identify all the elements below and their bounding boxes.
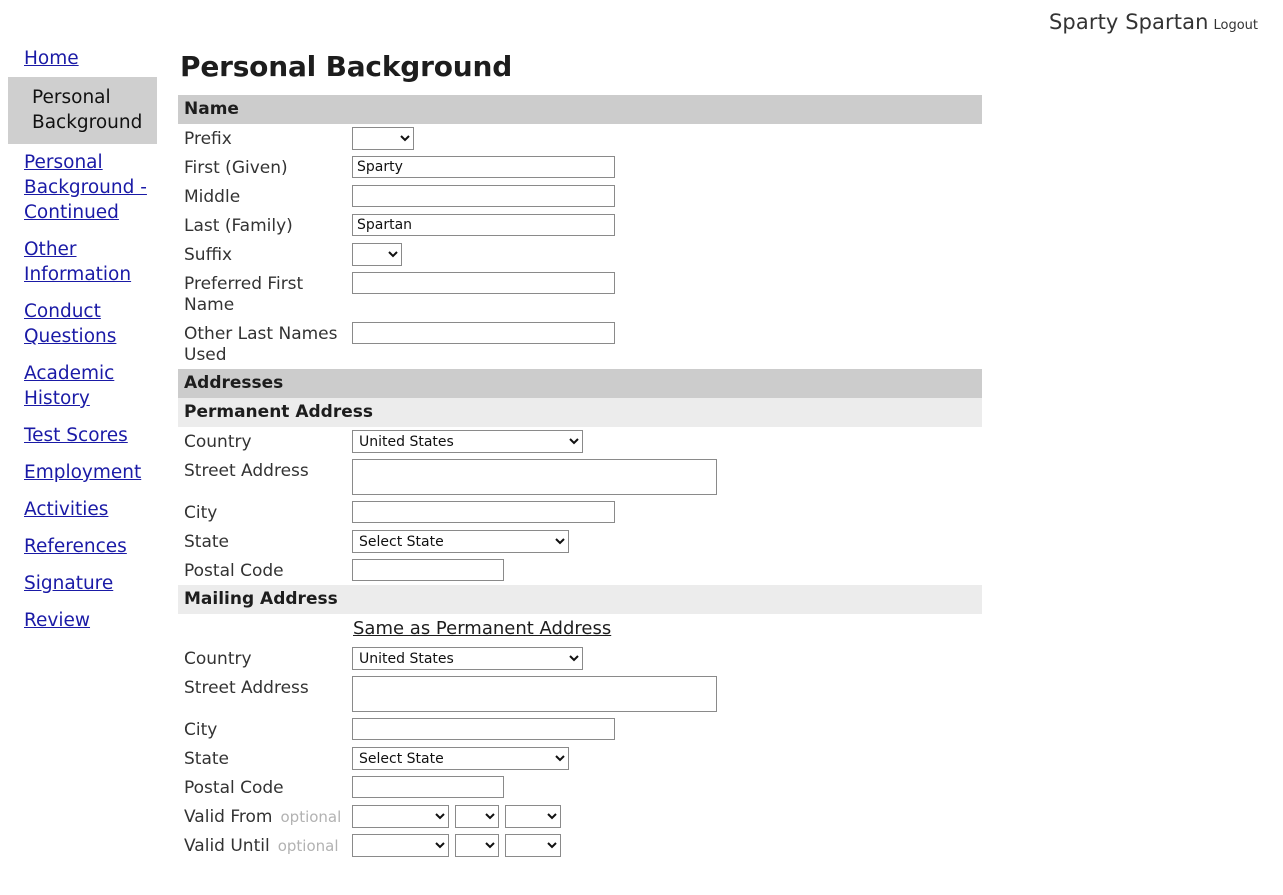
field-row-permanent-country — [178, 427, 1283, 456]
control-other-last-names — [352, 322, 1283, 344]
label-first-name: First (Given) — [184, 158, 288, 178]
field-row-valid-until — [178, 831, 1283, 860]
top-bar — [0, 0, 1283, 40]
label-valid-from-text: Valid From — [184, 807, 273, 827]
field-row-last-name — [178, 211, 1283, 240]
label-permanent-state: State — [184, 532, 229, 552]
permanent-street-textarea[interactable] — [352, 459, 717, 495]
control-first-name — [352, 156, 1283, 178]
sidebar-item-home[interactable]: Home — [24, 48, 79, 69]
valid-until-month-select[interactable] — [352, 834, 449, 857]
control-permanent-street — [352, 459, 1283, 495]
control-permanent-country — [352, 430, 1283, 453]
label-mailing-city: City — [184, 720, 218, 740]
label-mailing-country: Country — [184, 649, 252, 669]
field-row-prefix — [178, 124, 1283, 153]
field-row-permanent-state — [178, 527, 1283, 556]
label-last-name: Last (Family) — [184, 216, 293, 236]
valid-from-optional-tag: optional — [280, 808, 342, 826]
field-row-first-name — [178, 153, 1283, 182]
control-permanent-state — [352, 530, 1283, 553]
label-permanent-street: Street Address — [184, 461, 309, 481]
field-row-middle-name — [178, 182, 1283, 211]
valid-from-year-select[interactable] — [505, 805, 561, 828]
sidebar-item-review[interactable]: Review — [24, 610, 91, 631]
field-row-mailing-street — [178, 673, 1283, 715]
field-row-mailing-state — [178, 744, 1283, 773]
subsection-header-permanent-address: Permanent Address — [178, 398, 982, 427]
sidebar-item-academic-history[interactable]: Academic History — [24, 363, 115, 409]
control-preferred-first-name — [352, 272, 1283, 294]
control-suffix — [352, 243, 1283, 266]
section-header-name: Name — [178, 95, 982, 124]
label-prefix: Prefix — [184, 129, 232, 149]
first-name-input[interactable] — [352, 156, 615, 178]
valid-until-optional-tag: optional — [277, 837, 339, 855]
label-mailing-postal: Postal Code — [184, 778, 284, 798]
subsection-header-mailing-address: Mailing Address — [178, 585, 982, 614]
prefix-select[interactable] — [352, 127, 414, 150]
control-valid-until — [352, 834, 1283, 857]
control-mailing-state — [352, 747, 1283, 770]
sidebar-nav — [0, 40, 178, 639]
middle-name-input[interactable] — [352, 185, 615, 207]
sidebar-item-personal-background-continued[interactable]: Personal Background - Continued — [24, 152, 147, 223]
label-mailing-street: Street Address — [184, 678, 309, 698]
label-mailing-state: State — [184, 749, 229, 769]
main-content — [178, 40, 1283, 860]
label-permanent-postal: Postal Code — [184, 561, 284, 581]
label-suffix: Suffix — [184, 245, 233, 265]
permanent-postal-input[interactable] — [352, 559, 504, 581]
control-mailing-postal — [352, 776, 1283, 798]
other-last-names-input[interactable] — [352, 322, 615, 344]
permanent-country-select[interactable] — [352, 430, 583, 453]
field-row-suffix — [178, 240, 1283, 269]
label-valid-from — [184, 805, 352, 828]
preferred-first-name-input[interactable] — [352, 272, 615, 294]
mailing-city-input[interactable] — [352, 718, 615, 740]
page-title: Personal Background — [180, 50, 513, 83]
valid-from-month-select[interactable] — [352, 805, 449, 828]
same-as-permanent-address-link[interactable]: Same as Permanent Address — [353, 618, 612, 639]
last-name-input[interactable] — [352, 214, 615, 236]
suffix-select[interactable] — [352, 243, 402, 266]
control-mailing-country — [352, 647, 1283, 670]
control-last-name — [352, 214, 1283, 236]
mailing-street-textarea[interactable] — [352, 676, 717, 712]
field-row-other-last-names — [178, 319, 1283, 369]
user-name: Sparty Spartan — [1049, 10, 1209, 34]
control-mailing-city — [352, 718, 1283, 740]
permanent-city-input[interactable] — [352, 501, 615, 523]
field-row-mailing-postal — [178, 773, 1283, 802]
sidebar-item-conduct-questions[interactable]: Conduct Questions — [24, 301, 117, 347]
field-row-permanent-city — [178, 498, 1283, 527]
control-permanent-postal — [352, 559, 1283, 581]
field-row-preferred-first-name — [178, 269, 1283, 319]
field-row-permanent-postal — [178, 556, 1283, 585]
label-permanent-city: City — [184, 503, 218, 523]
sidebar-item-references[interactable]: References — [24, 536, 127, 557]
section-header-addresses: Addresses — [178, 369, 982, 398]
label-other-last-names: Other Last Names Used — [184, 324, 338, 365]
mailing-postal-input[interactable] — [352, 776, 504, 798]
field-row-valid-from — [178, 802, 1283, 831]
sidebar-item-test-scores[interactable]: Test Scores — [24, 425, 128, 446]
control-permanent-city — [352, 501, 1283, 523]
sidebar-item-signature[interactable]: Signature — [24, 573, 114, 594]
label-permanent-country: Country — [184, 432, 252, 452]
valid-until-day-select[interactable] — [455, 834, 499, 857]
valid-until-year-select[interactable] — [505, 834, 561, 857]
control-middle-name — [352, 185, 1283, 207]
field-row-mailing-country — [178, 644, 1283, 673]
label-valid-until-text: Valid Until — [184, 836, 270, 856]
label-preferred-first-name: Preferred First Name — [184, 274, 304, 315]
control-mailing-street — [352, 676, 1283, 712]
label-middle-name: Middle — [184, 187, 241, 207]
sidebar-item-personal-background[interactable]: Personal Background — [8, 77, 157, 144]
logout-link[interactable]: Logout — [1213, 18, 1258, 33]
label-valid-until — [184, 834, 352, 857]
valid-from-day-select[interactable] — [455, 805, 499, 828]
sidebar-item-other-information[interactable]: Other Information — [24, 239, 132, 285]
field-row-mailing-city — [178, 715, 1283, 744]
sidebar-item-employment[interactable]: Employment — [24, 462, 142, 483]
permanent-state-select[interactable] — [352, 530, 569, 553]
control-prefix — [352, 127, 1283, 150]
field-row-permanent-street — [178, 456, 1283, 498]
control-valid-from — [352, 805, 1283, 828]
mailing-country-select[interactable] — [352, 647, 583, 670]
mailing-state-select[interactable] — [352, 747, 569, 770]
sidebar-item-activities[interactable]: Activities — [24, 499, 109, 520]
